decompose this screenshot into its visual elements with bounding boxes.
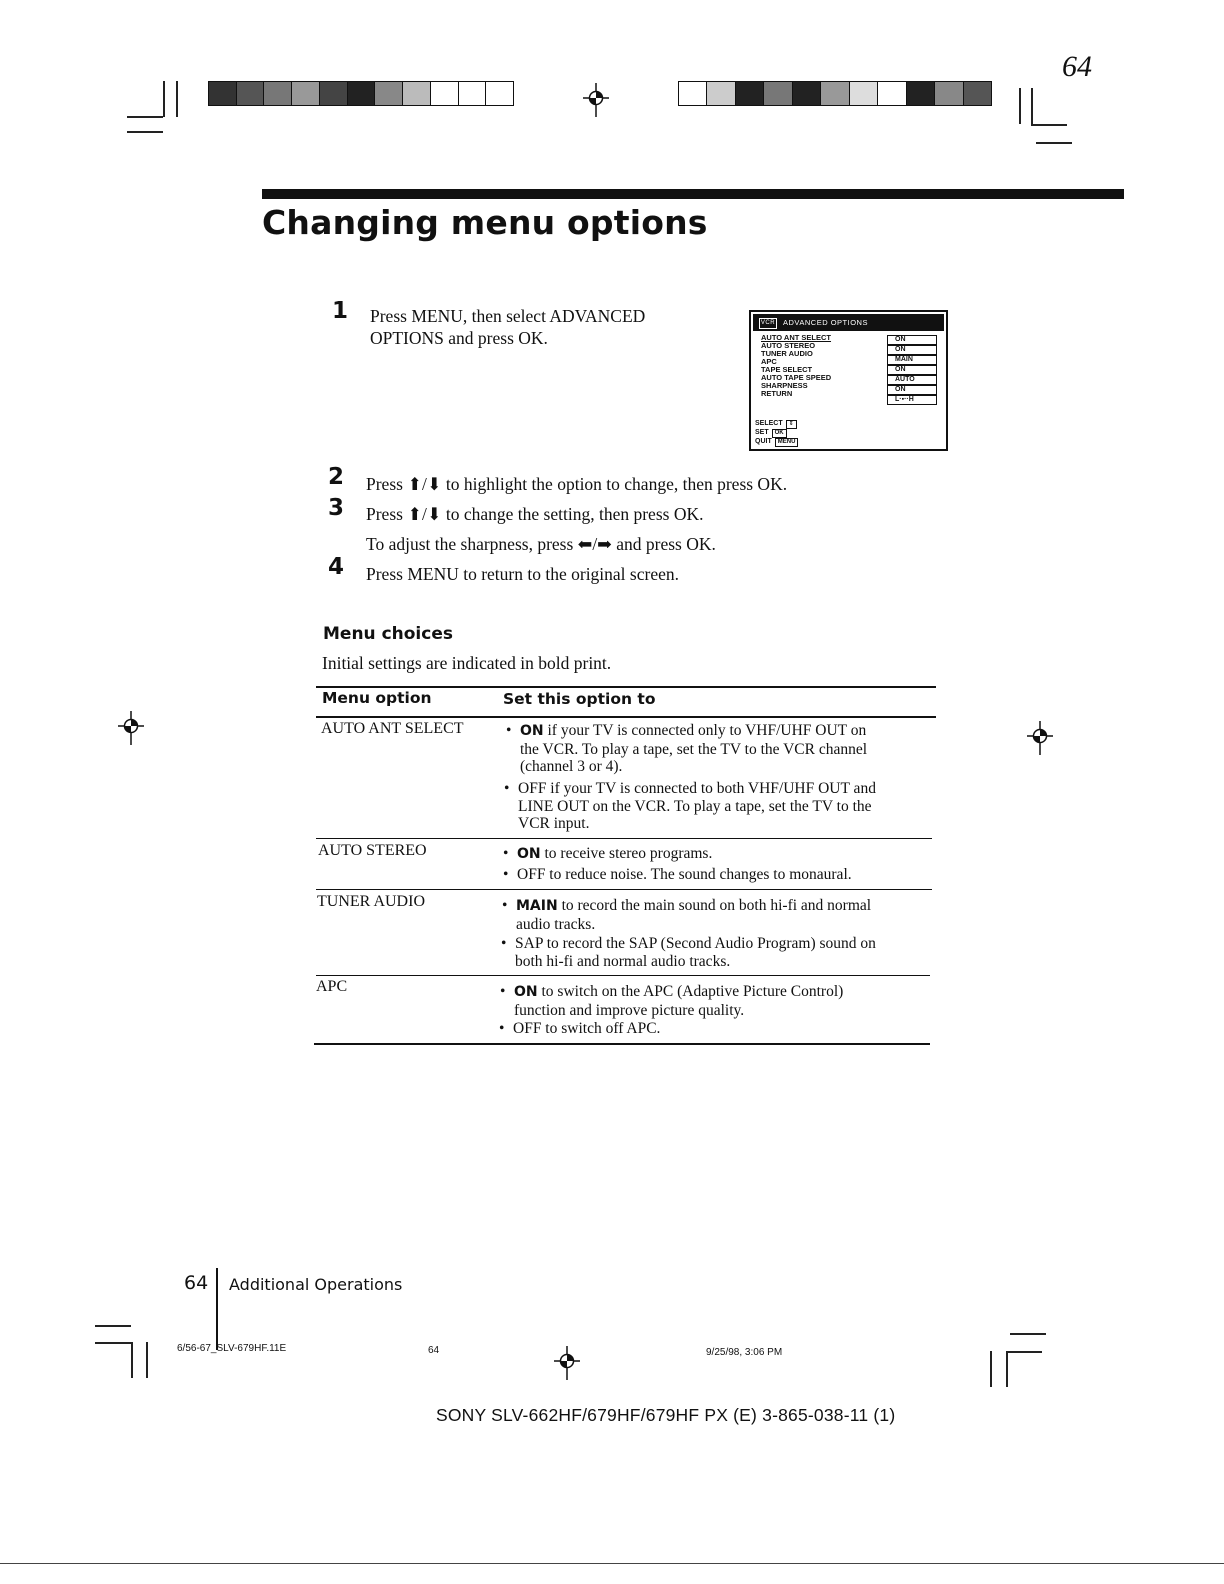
osd-footer-key: OK: [772, 429, 787, 438]
bullet-text: SAP to record the SAP (Second Audio Program) sound on: [515, 935, 876, 952]
handwritten-page-number: 64: [1062, 50, 1092, 83]
footer-file-name: 6/56-67_SLV-679HF.11E: [177, 1343, 287, 1354]
bullet-text: OFF to switch off APC.: [513, 1020, 661, 1037]
table-rule: [316, 889, 932, 890]
osd-footer-key: ⇕: [786, 420, 797, 429]
bullet-icon: •: [504, 780, 510, 797]
step-number: 4: [328, 554, 345, 580]
osd-item-list: [761, 334, 831, 398]
registration-mark-icon: [554, 1346, 580, 1380]
bullet-text: VCR input.: [518, 815, 590, 832]
step-number: 2: [328, 464, 345, 490]
osd-footer-row: [755, 438, 798, 447]
bold-setting: ON: [514, 984, 538, 1000]
vcr-logo-icon: VCR: [759, 318, 777, 329]
footer-page-number: 64: [184, 1272, 209, 1294]
color-bar-left: [208, 81, 514, 106]
bold-setting: MAIN: [516, 898, 558, 914]
table-rule: [314, 1043, 930, 1045]
footer-print-page: 64: [428, 1345, 440, 1356]
section-subheading: Initial settings are indicated in bold print.: [322, 653, 612, 673]
registration-mark-icon: [118, 711, 144, 745]
bullet-text: LINE OUT on the VCR. To play a tape, set the TV to the: [518, 797, 872, 815]
bullet-text: OFF if your TV is connected to both VHF/UHF OUT and: [518, 780, 876, 797]
osd-value-list: [887, 335, 937, 405]
table-rule: [316, 716, 936, 718]
bullet-text: the VCR. To play a tape, set the TV to the VCR channel: [520, 740, 868, 758]
scan-edge-line: [0, 1563, 1224, 1564]
crop-mark: [1031, 124, 1067, 126]
osd-footer: [755, 420, 798, 447]
footer-section: Additional Operations: [229, 1275, 403, 1294]
model-line: SONY SLV-662HF/679HF/679HF PX (E) 3-865-038-11 (1): [436, 1405, 896, 1425]
table-rule: [316, 838, 932, 839]
table-row-bullet: [503, 866, 937, 884]
step-text: Press MENU to return to the original screen.: [366, 564, 679, 584]
osd-header-text: ADVANCED OPTIONS: [783, 318, 868, 327]
step-text: Press ⬆/⬇ to highlight the option to change, then press OK.: [366, 474, 788, 494]
bullet-icon: •: [506, 722, 512, 739]
step-text-line: Press MENU, then select ADVANCED: [370, 306, 646, 326]
bullet-text: if your TV is connected only to VHF/UHF OUT on: [547, 722, 867, 739]
crop-mark: [1010, 1333, 1046, 1335]
osd-item: RETURN: [761, 389, 793, 398]
table-rule: [316, 686, 936, 688]
crop-mark: [1036, 142, 1072, 144]
bullet-text: function and improve picture quality.: [514, 1001, 745, 1019]
bold-setting: ON: [517, 846, 541, 862]
bullet-text: to switch on the APC (Adaptive Picture Control): [541, 983, 844, 1000]
table-header-setting: Set this option to: [503, 690, 656, 708]
section-heading: Menu choices: [323, 624, 453, 644]
osd-item: AUTO ANT SELECT: [761, 333, 832, 342]
table-row-bullet: [500, 983, 934, 1019]
table-row-bullet: [504, 780, 938, 833]
table-row-bullet: [503, 845, 937, 864]
crop-mark: [131, 1342, 133, 1378]
registration-mark-icon: [1027, 721, 1053, 755]
table-row-option: TUNER AUDIO: [317, 893, 425, 910]
bullet-text: (channel 3 or 4).: [520, 758, 623, 775]
osd-item: AUTO STEREO: [761, 341, 816, 350]
table-row-bullet: [501, 935, 935, 970]
osd-value: MAIN: [887, 355, 937, 365]
bullet-text: to record the main sound on both hi-fi and normal: [561, 897, 872, 914]
osd-footer-row: [755, 420, 798, 429]
osd-value: ON: [887, 365, 937, 375]
heading-rule: [262, 189, 1124, 199]
crop-mark: [1006, 1351, 1008, 1387]
osd-header-bar: [753, 314, 944, 331]
bullet-text: to receive stereo programs.: [544, 845, 713, 862]
osd-value: ON: [887, 335, 937, 345]
osd-value: L·▪··H: [887, 395, 937, 405]
crop-mark: [127, 131, 163, 133]
crop-mark: [1031, 88, 1033, 124]
crop-mark: [1006, 1351, 1042, 1353]
bullet-icon: •: [501, 935, 507, 952]
color-bar-right: [678, 81, 992, 106]
table-row-bullet: [506, 722, 940, 776]
step-text-line: OPTIONS and press OK.: [370, 328, 548, 348]
table-row-bullet: [499, 1020, 933, 1038]
step-text: To adjust the sharpness, press ⬅/➡ and press OK.: [366, 534, 716, 554]
step-number: 1: [332, 298, 349, 324]
footer-timestamp: 9/25/98, 3:06 PM: [706, 1347, 783, 1358]
crop-mark: [127, 116, 163, 118]
bullet-text: OFF to reduce noise. The sound changes to monaural.: [517, 866, 852, 883]
page-title: Changing menu options: [262, 203, 708, 242]
crop-mark: [1019, 88, 1021, 124]
table-row-bullet: [502, 897, 936, 933]
osd-footer-label: SELECT: [755, 420, 783, 427]
osd-value: ON: [887, 345, 937, 355]
osd-value: AUTO: [887, 375, 937, 385]
bullet-text: audio tracks.: [516, 915, 596, 933]
crop-mark: [990, 1351, 992, 1387]
osd-item: APC: [761, 357, 777, 366]
step-number: 3: [328, 495, 345, 521]
osd-value: ON: [887, 385, 937, 395]
table-row-option: AUTO ANT SELECT: [321, 720, 464, 737]
osd-item: TAPE SELECT: [761, 365, 813, 374]
table-row-option: APC: [316, 978, 348, 995]
osd-menu-screenshot: [749, 310, 948, 451]
osd-footer-key: MENU: [775, 438, 799, 447]
crop-mark: [163, 81, 165, 117]
osd-footer-label: QUIT: [755, 438, 772, 445]
step-text: [370, 305, 645, 349]
osd-item: AUTO TAPE SPEED: [761, 373, 832, 382]
osd-footer-row: [755, 429, 798, 438]
bullet-icon: •: [502, 897, 508, 914]
footer-divider: [216, 1268, 218, 1350]
osd-item: SHARPNESS: [761, 381, 808, 390]
table-row-option: AUTO STEREO: [318, 842, 427, 859]
bold-setting: ON: [520, 723, 544, 739]
step-text: Press ⬆/⬇ to change the setting, then press OK.: [366, 504, 704, 524]
crop-mark: [95, 1342, 131, 1344]
crop-mark: [95, 1325, 131, 1327]
table-rule: [316, 975, 930, 976]
bullet-icon: •: [503, 845, 509, 862]
osd-item: TUNER AUDIO: [761, 349, 813, 358]
bullet-icon: •: [500, 983, 506, 1000]
crop-mark: [176, 81, 178, 117]
bullet-icon: •: [499, 1020, 505, 1037]
table-header-option: Menu option: [322, 689, 432, 707]
bullet-icon: •: [503, 866, 509, 883]
bullet-text: both hi-fi and normal audio tracks.: [515, 952, 731, 970]
crop-mark: [146, 1342, 148, 1378]
osd-footer-label: SET: [755, 429, 769, 436]
registration-mark-icon: [583, 83, 609, 117]
